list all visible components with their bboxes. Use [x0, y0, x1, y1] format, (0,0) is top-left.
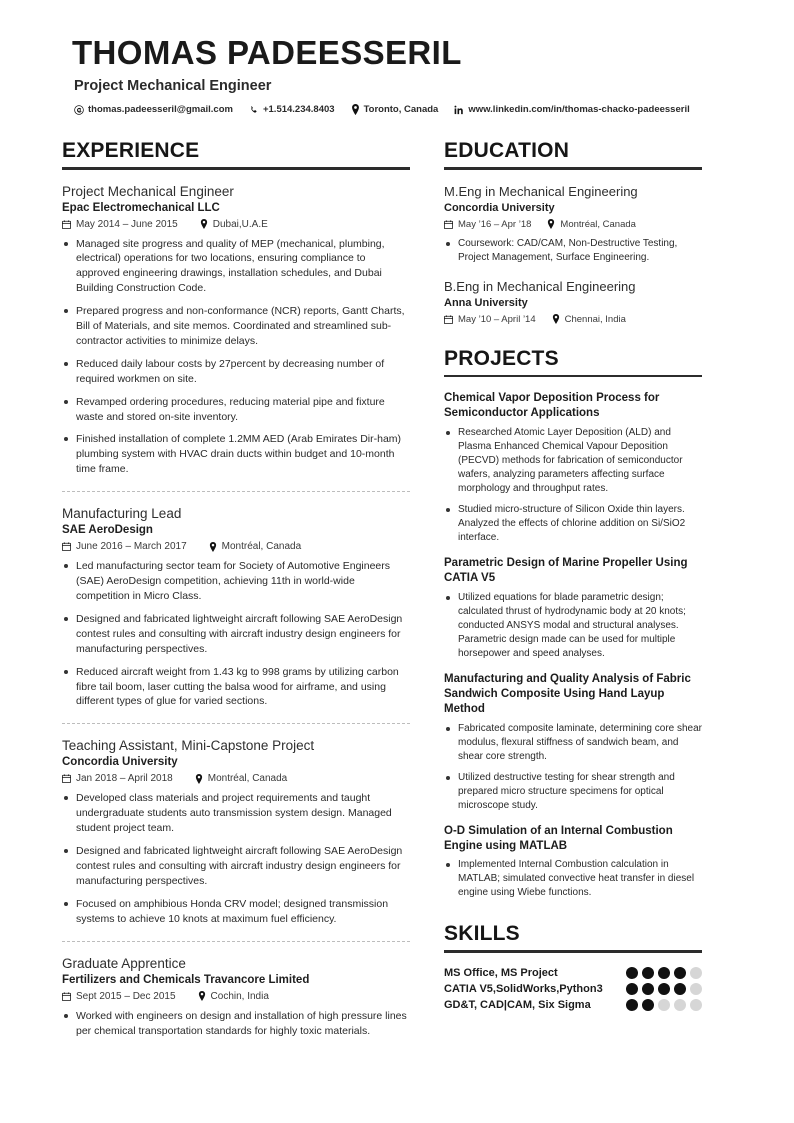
entry-title: Teaching Assistant, Mini-Capstone Project [62, 738, 315, 754]
location-icon [195, 774, 203, 784]
location-icon [198, 991, 206, 1001]
calendar-icon [62, 992, 71, 1001]
list-item: Reduced daily labour costs by 27percent by decreasing number of required workmen on site. [62, 357, 410, 387]
section-title-experience: EXPERIENCE [62, 139, 200, 162]
right-column [444, 139, 702, 1052]
project-item [444, 672, 702, 813]
list-item: Designed and fabricated lightweight aircraft following SAE AeroDesign contest rules and consulting with aircraft industry design engineers for manufacturing perspectives. [62, 844, 410, 889]
entry-org: Concordia University [444, 201, 555, 214]
list-item: Revamped ordering procedures, reducing material pipe and fixture waste and stored on-site inventory. [62, 395, 410, 425]
linkedin-icon [454, 105, 464, 115]
project-item [444, 556, 702, 661]
contact-linkedin-text: www.linkedin.com/in/thomas-chacko-padeesseril [468, 104, 690, 115]
entry-location-text: Montréal, Canada [207, 773, 288, 785]
list-item: Studied micro-structure of Silicon Oxide thin layers. Analyzed the effects of chlorine addition on Si/SiO2 interface. [444, 503, 702, 545]
entry-location-text: Chennai, India [564, 313, 626, 325]
rating-dot [658, 967, 670, 979]
project-title: Manufacturing and Quality Analysis of Fabric Sandwich Composite Using Hand Layup Method [444, 672, 691, 715]
list-item: Prepared progress and non-conformance (NCR) reports, Gantt Charts, Bill of Materials, and site memos. Coordinated and streamlined sub-contractor activities to minimize delays. [62, 304, 410, 349]
education-entry [444, 279, 702, 325]
rating-dot [626, 967, 638, 979]
rating-dot [690, 983, 702, 995]
section-rule [62, 167, 410, 170]
rating-dot [674, 999, 686, 1011]
skill-rating [626, 967, 702, 979]
location-icon [547, 219, 555, 229]
entry-bullets [62, 791, 410, 926]
entry-org: Anna University [444, 296, 528, 309]
entry-date-text: May ’16 – Apr ’18 [458, 218, 532, 230]
email-icon [74, 105, 84, 115]
list-item: Developed class materials and project requirements and taught undergraduate students auto transmission system design. Managed student project team. [62, 791, 410, 836]
entry-date-text: May ’10 – April ’14 [458, 313, 536, 325]
skill-row [444, 999, 702, 1011]
entry-date [444, 219, 531, 230]
entry-location-text: Montréal, Canada [221, 541, 302, 553]
entry-bullets [62, 237, 410, 478]
entry-date [444, 314, 536, 325]
header-role: Project Mechanical Engineer [74, 78, 272, 94]
rating-dot [690, 967, 702, 979]
list-item: Led manufacturing sector team for Society of Automotive Engineers (SAE) AeroDesign competition, achieving 11th in world-wide competition in Micro Class. [62, 559, 410, 604]
contact-row [74, 104, 732, 115]
divider [62, 491, 410, 492]
entry-date-text: May 2014 – June 2015 [76, 218, 178, 230]
project-item [444, 824, 702, 901]
contact-linkedin[interactable] [454, 104, 689, 115]
list-item: Managed site progress and quality of MEP (mechanical, plumbing, electrical) operations for two locations, ensuring compliance to approved engineering drawings, installation schedules, and Dubai Building Construction Code. [62, 237, 410, 297]
entry-location [200, 219, 268, 230]
rating-dot [642, 983, 654, 995]
entry-title: M.Eng in Mechanical Engineering [444, 183, 638, 199]
entry-location [195, 773, 288, 784]
entry-location-text: Cochin, India [210, 990, 269, 1002]
rating-dot [674, 967, 686, 979]
project-item [444, 391, 702, 545]
entry-bullets [444, 237, 702, 265]
phone-icon [249, 105, 259, 115]
entry-title: Manufacturing Lead [62, 506, 182, 522]
section-rule [444, 950, 702, 953]
entry-location [209, 541, 302, 552]
entry-title: B.Eng in Mechanical Engineering [444, 278, 636, 294]
entry-title: Project Mechanical Engineer [62, 183, 234, 199]
entry-location [552, 314, 626, 325]
entry-meta [62, 773, 410, 784]
project-title: Parametric Design of Marine Propeller Using CATIA V5 [444, 556, 688, 584]
list-item: Focused on amphibious Honda CRV model; designed transmission systems to achieve 10 knots at maximum fuel efficiency. [62, 897, 410, 927]
location-icon [200, 219, 208, 229]
entry-meta [62, 219, 410, 230]
entry-date-text: Sept 2015 – Dec 2015 [76, 990, 176, 1002]
skills-list [444, 967, 702, 1011]
list-item: Worked with engineers on design and installation of high pressure lines per chemical transportation standards for highly toxic materials. [62, 1009, 410, 1039]
rating-dot [626, 999, 638, 1011]
location-icon [552, 314, 560, 324]
project-bullets [444, 722, 702, 813]
calendar-icon [444, 315, 453, 324]
calendar-icon [62, 774, 71, 783]
entry-date [62, 219, 178, 230]
rating-dot [658, 999, 670, 1011]
experience-entry [62, 738, 410, 926]
education-entry [444, 184, 702, 265]
rating-dot [642, 999, 654, 1011]
skill-rating [626, 983, 702, 995]
contact-phone-text: +1.514.234.8403 [262, 104, 335, 115]
list-item: Utilized equations for blade parametric design; calculated thrust of hydrodynamic body at 20 knots; conducted ANSYS modal and structural analyses. Parametric design made can be used for multiple horsepower and speed analyses. [444, 591, 702, 661]
entry-org: Fertilizers and Chemicals Travancore Limited [62, 973, 310, 986]
entry-bullets [62, 1009, 410, 1039]
list-item: Finished installation of complete 1.2MM AED (Arab Emirates Dir-ham) plumbing system with HVAC drain ducts within budget and 10-month time frame. [62, 432, 410, 477]
rating-dot [658, 983, 670, 995]
list-item: Coursework: CAD/CAM, Non-Destructive Testing, Project Management, Surface Engineering. [444, 237, 702, 265]
experience-entry [62, 506, 410, 709]
divider [62, 723, 410, 724]
entry-meta [444, 219, 702, 230]
entry-org: Concordia University [62, 756, 178, 769]
entry-meta [62, 541, 410, 552]
section-rule [444, 375, 702, 378]
resume-header [62, 34, 732, 115]
skill-row [444, 967, 702, 979]
project-bullets [444, 858, 702, 900]
location-icon [351, 104, 360, 115]
left-column [62, 139, 410, 1052]
list-item: Implemented Internal Combustion calculation in MATLAB; simulated convective heat transfer in diesel engine using Wiebe functions. [444, 858, 702, 900]
rating-dot [674, 983, 686, 995]
project-title: Chemical Vapor Deposition Process for Semiconductor Applications [444, 392, 660, 419]
entry-date-text: Jan 2018 – April 2018 [76, 773, 173, 785]
contact-email[interactable] [74, 104, 233, 115]
page-title: THOMAS PADEESSERIL [72, 34, 462, 71]
skill-name: GD&T, CAD|CAM, Six Sigma [444, 998, 591, 1011]
entry-location [547, 219, 636, 230]
entry-meta [62, 991, 410, 1002]
contact-phone[interactable] [249, 104, 335, 115]
section-title-education: EDUCATION [444, 139, 570, 162]
skill-rating [626, 999, 702, 1011]
list-item: Researched Atomic Layer Deposition (ALD) and Plasma Enhanced Chemical Vapour Deposition (PECVD) methods for fabrication of semiconductor wafers, analyzing parameters affecting surface morphology and throughput rates. [444, 426, 702, 496]
resume-body [62, 139, 732, 1052]
entry-location-text: Montréal, Canada [560, 218, 636, 230]
section-title-projects: PROJECTS [444, 346, 559, 370]
contact-location [351, 104, 439, 115]
rating-dot [690, 999, 702, 1011]
entry-date-text: June 2016 – March 2017 [76, 541, 187, 553]
experience-entry [62, 184, 410, 478]
entry-org: SAE AeroDesign [62, 524, 153, 537]
list-item: Reduced aircraft weight from 1.43 kg to 998 grams by utilizing carbon fibre tail boom, laser cutting the balsa wood for airframe, and using different types of glue for varied sections. [62, 665, 410, 710]
project-bullets [444, 591, 702, 661]
contact-location-text: Toronto, Canada [363, 104, 439, 115]
rating-dot [642, 967, 654, 979]
skill-name: MS Office, MS Project [444, 966, 558, 979]
project-title: O-D Simulation of an Internal Combustion Engine using MATLAB [444, 824, 673, 852]
entry-title: Graduate Apprentice [62, 955, 186, 971]
skill-name: CATIA V5,SolidWorks,Python3 [444, 982, 603, 995]
entry-date [62, 541, 187, 552]
entry-location [198, 991, 269, 1002]
contact-email-text: thomas.padeesseril@gmail.com [88, 104, 233, 115]
project-bullets [444, 426, 702, 545]
entry-date [62, 991, 176, 1002]
entry-location-text: Dubai,U.A.E [212, 218, 268, 230]
list-item: Designed and fabricated lightweight aircraft following SAE AeroDesign contest rules and consulting with aircraft industry design engineers for manufacturing perspectives. [62, 612, 410, 657]
list-item: Utilized destructive testing for shear strength and prepared micro structure specimens for optical microscope study. [444, 771, 702, 813]
rating-dot [626, 983, 638, 995]
list-item: Fabricated composite laminate, determining core shear modulus, flexural stiffness of sandwich beam, and shear core strength. [444, 722, 702, 764]
entry-org: Epac Electromechanical LLC [62, 201, 220, 214]
entry-meta [444, 314, 702, 325]
section-rule [444, 167, 702, 170]
section-title-skills: SKILLS [444, 922, 520, 946]
entry-date [62, 773, 173, 784]
calendar-icon [62, 220, 71, 229]
location-icon [209, 542, 217, 552]
skill-row [444, 983, 702, 995]
calendar-icon [62, 542, 71, 551]
entry-bullets [62, 559, 410, 709]
experience-entry [62, 956, 410, 1039]
calendar-icon [444, 220, 453, 229]
divider [62, 941, 410, 942]
